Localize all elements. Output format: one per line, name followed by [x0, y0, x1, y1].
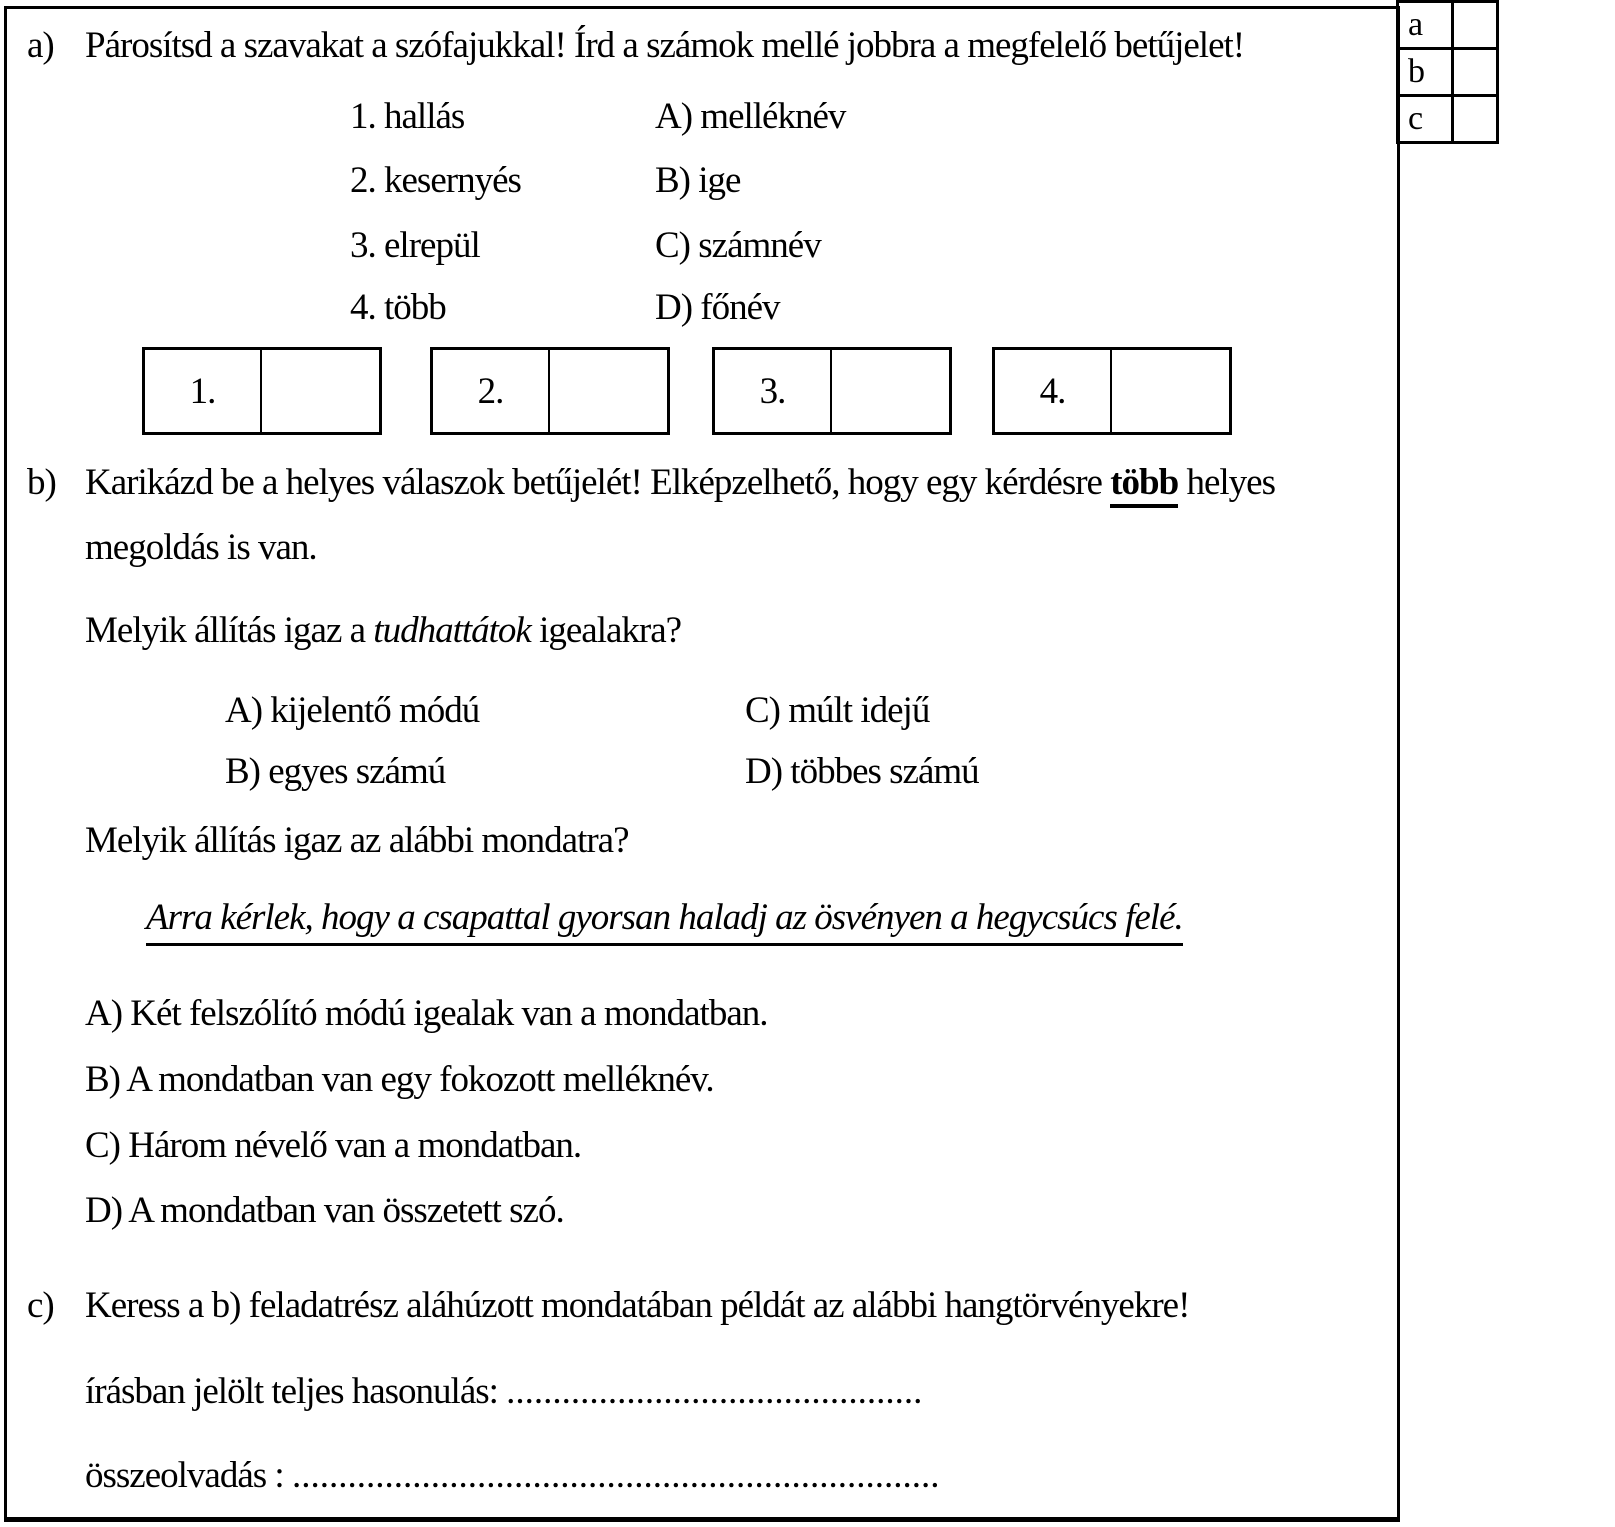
score-cell-a[interactable] — [1453, 2, 1498, 49]
answer-box-3 — [712, 347, 952, 435]
match-item-3: 3. elrepül — [350, 225, 480, 266]
q2-option-D: D) A mondatban van összetett szó. — [85, 1190, 564, 1231]
intro-line1-pre: Karikázd be a helyes válaszok betűjelét! Elképzelhető, hogy egy kérdésre — [85, 462, 1111, 503]
section-b-label: b) — [27, 462, 56, 503]
match-item-2: 2. kesernyés — [350, 160, 521, 201]
q2-option-C: C) Három névelő van a mondatban. — [85, 1125, 582, 1166]
q1-option-A: A) kijelentő módú — [225, 690, 480, 731]
q1-option-B: B) egyes számú — [225, 751, 446, 792]
match-item-1: 1. hallás — [350, 96, 465, 137]
answer-box-3-blank[interactable] — [832, 350, 949, 432]
blank-2-dotted-field[interactable]: ...................................................................... — [291, 1455, 940, 1496]
section-b-intro-line2: megoldás is van. — [85, 527, 317, 568]
intro-line1-post: helyes — [1178, 462, 1275, 503]
q1-option-D: D) többes számú — [745, 751, 979, 792]
score-label-a: a — [1398, 2, 1453, 49]
intro-line1-bold-word: több — [1110, 462, 1178, 508]
blank-1-dotted-field[interactable]: ............................................. — [506, 1371, 923, 1412]
score-label-b: b — [1398, 49, 1453, 96]
q1-option-C: C) múlt idejű — [745, 690, 930, 731]
underlined-sentence: Arra kérlek, hogy a csapattal gyorsan haladj az ösvényen a hegycsúcs felé. — [146, 897, 1183, 946]
answer-box-1 — [142, 347, 382, 435]
score-cell-c[interactable] — [1453, 96, 1498, 143]
answer-box-4 — [992, 347, 1232, 435]
question-1-italic-word: tudhattátok — [373, 610, 531, 651]
score-row-c — [1398, 96, 1498, 143]
section-c-instruction: Keress a b) feladatrész aláhúzott mondatában példát az alábbi hangtörvényekre! — [85, 1285, 1190, 1326]
blank-line-1 — [85, 1371, 922, 1414]
answer-box-2 — [430, 347, 670, 435]
blank-line-2 — [85, 1455, 939, 1498]
underlined-sentence-wrap — [146, 897, 1183, 940]
answer-box-2-blank[interactable] — [550, 350, 667, 432]
match-option-A: A) melléknév — [655, 96, 846, 137]
section-c-label: c) — [27, 1285, 54, 1326]
question-1 — [85, 610, 681, 653]
answer-box-4-number: 4. — [995, 350, 1112, 432]
section-a-label: a) — [27, 25, 54, 66]
answer-box-1-blank[interactable] — [262, 350, 379, 432]
match-item-4: 4. több — [350, 287, 446, 328]
score-table — [1396, 0, 1499, 144]
answer-box-3-number: 3. — [715, 350, 832, 432]
question-1-pre: Melyik állítás igaz a — [85, 610, 374, 651]
question-2: Melyik állítás igaz az alábbi mondatra? — [85, 820, 629, 861]
q2-option-B: B) A mondatban van egy fokozott melléknév. — [85, 1059, 714, 1100]
section-a-instruction: Párosítsd a szavakat a szófajukkal! Írd a számok mellé jobbra a megfelelő betűjelet! — [85, 25, 1245, 66]
blank-1-label: írásban jelölt teljes hasonulás: — [85, 1371, 507, 1412]
match-option-C: C) számnév — [655, 225, 821, 266]
q2-option-A: A) Két felszólító módú igealak van a mondatban. — [85, 993, 768, 1034]
answer-box-2-number: 2. — [433, 350, 550, 432]
score-row-a — [1398, 2, 1498, 49]
answer-box-1-number: 1. — [145, 350, 262, 432]
score-label-c: c — [1398, 96, 1453, 143]
blank-2-label: összeolvadás : — [85, 1455, 292, 1496]
score-cell-b[interactable] — [1453, 49, 1498, 96]
match-option-D: D) főnév — [655, 287, 780, 328]
match-option-B: B) ige — [655, 160, 741, 201]
score-row-b — [1398, 49, 1498, 96]
section-b-intro-line1 — [85, 462, 1275, 505]
question-1-post: igealakra? — [530, 610, 682, 651]
answer-box-4-blank[interactable] — [1112, 350, 1229, 432]
